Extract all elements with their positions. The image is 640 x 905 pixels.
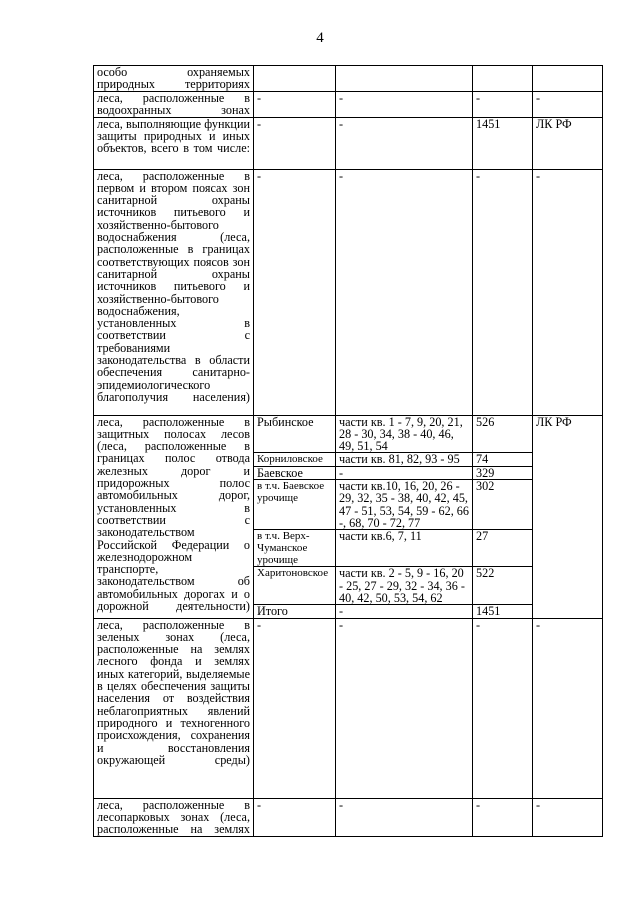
- quarters-cell: -: [336, 169, 473, 415]
- area-cell: 1451: [473, 117, 533, 169]
- table-row: [94, 169, 603, 415]
- area-cell: 27: [473, 530, 533, 567]
- basis-cell: ЛК РФ: [533, 117, 603, 169]
- forestry-cell: [254, 66, 336, 92]
- forestry-cell: Итого: [254, 605, 336, 618]
- forestry-cell: -: [254, 169, 336, 415]
- area-cell: -: [473, 91, 533, 117]
- basis-cell: -: [533, 91, 603, 117]
- table-row: [94, 91, 603, 117]
- basis-cell: [533, 66, 603, 92]
- quarters-cell: [336, 66, 473, 92]
- area-cell: -: [473, 798, 533, 836]
- forest-table: [93, 65, 603, 837]
- area-cell: 329: [473, 466, 533, 479]
- quarters-cell: -: [336, 618, 473, 798]
- area-cell: -: [473, 169, 533, 415]
- area-cell: 74: [473, 453, 533, 466]
- forestry-cell: -: [254, 117, 336, 169]
- quarters-cell: -: [336, 798, 473, 836]
- category-cell: леса, расположенные в лесопарковых зонах (леса, расположенные на землях: [94, 798, 254, 836]
- forestry-cell: Корниловское: [254, 453, 336, 466]
- table-row: [94, 117, 603, 169]
- area-cell: -: [473, 618, 533, 798]
- forestry-cell: в т.ч. Верх-Чуманское урочище: [254, 530, 336, 567]
- table-row: [94, 415, 603, 453]
- table-row: [94, 618, 603, 798]
- area-cell: 1451: [473, 605, 533, 618]
- category-cell: леса, расположенные в первом и втором поясах зон санитарной охраны источников питьевого и хозяйственно-бытового водоснабжения (леса, расположенные в границах соответствующих поясов зон санитарной охраны источников питьевого и хозяйственно-бытового водоснабжения, установленных в соответствии с требованиями законодательства в области обеспечения санитарно-эпидемиологического благополучия населения): [94, 169, 254, 415]
- quarters-cell: части кв.6, 7, 11: [336, 530, 473, 567]
- category-cell: леса, выполняющие функции защиты природных и иных объектов, всего в том числе:: [94, 117, 254, 169]
- basis-cell: ЛК РФ: [533, 415, 603, 618]
- quarters-cell: части кв. 1 - 7, 9, 20, 21, 28 - 30, 34, 38 - 40, 46, 49, 51, 54: [336, 415, 473, 453]
- area-cell: 302: [473, 480, 533, 530]
- forestry-cell: Рыбинское: [254, 415, 336, 453]
- forestry-cell: Баевское: [254, 466, 336, 479]
- basis-cell: -: [533, 618, 603, 798]
- quarters-cell: -: [336, 117, 473, 169]
- area-cell: 526: [473, 415, 533, 453]
- category-cell: леса, расположенные в защитных полосах лесов (леса, расположенные в границах полос отвода железных дорог и придорожных полос автомобильных дорог, установленных в соответствии с законодательством Российской Федерации о железнодорожном транспорте, законодательством об автомобильных дорогах и о дорожной деятельности): [94, 415, 254, 618]
- category-cell: леса, расположенные в зеленых зонах (леса, расположенные на землях лесного фонда и землях иных категорий, выделяемые в целях обеспечения защиты населения от воздействия неблагоприятных явлений природного и техногенного происхождения, сохранения и восстановления окружающей среды): [94, 618, 254, 798]
- forestry-cell: -: [254, 798, 336, 836]
- forestry-cell: -: [254, 618, 336, 798]
- category-cell: особо охраняемых природных территориях: [94, 66, 254, 92]
- category-cell: леса, расположенные в водоохранных зонах: [94, 91, 254, 117]
- forestry-cell: в т.ч. Баевское урочище: [254, 480, 336, 530]
- quarters-cell: -: [336, 91, 473, 117]
- quarters-cell: части кв. 2 - 5, 9 - 16, 20 - 25, 27 - 29, 32 - 34, 36 - 40, 42, 50, 53, 54, 62: [336, 567, 473, 605]
- area-cell: 522: [473, 567, 533, 605]
- quarters-cell: части кв.10, 16, 20, 26 - 29, 32, 35 - 38, 40, 42, 45, 47 - 51, 53, 54, 59 - 62, 66 -, 68, 70 - 72, 77: [336, 480, 473, 530]
- table-row: [94, 798, 603, 836]
- table-row: [94, 66, 603, 92]
- area-cell: [473, 66, 533, 92]
- basis-cell: -: [533, 169, 603, 415]
- quarters-cell: -: [336, 466, 473, 479]
- quarters-cell: части кв. 81, 82, 93 - 95: [336, 453, 473, 466]
- forestry-cell: Харитоновское: [254, 567, 336, 605]
- basis-cell: -: [533, 798, 603, 836]
- page-number: 4: [316, 30, 324, 46]
- forestry-cell: -: [254, 91, 336, 117]
- quarters-cell: -: [336, 605, 473, 618]
